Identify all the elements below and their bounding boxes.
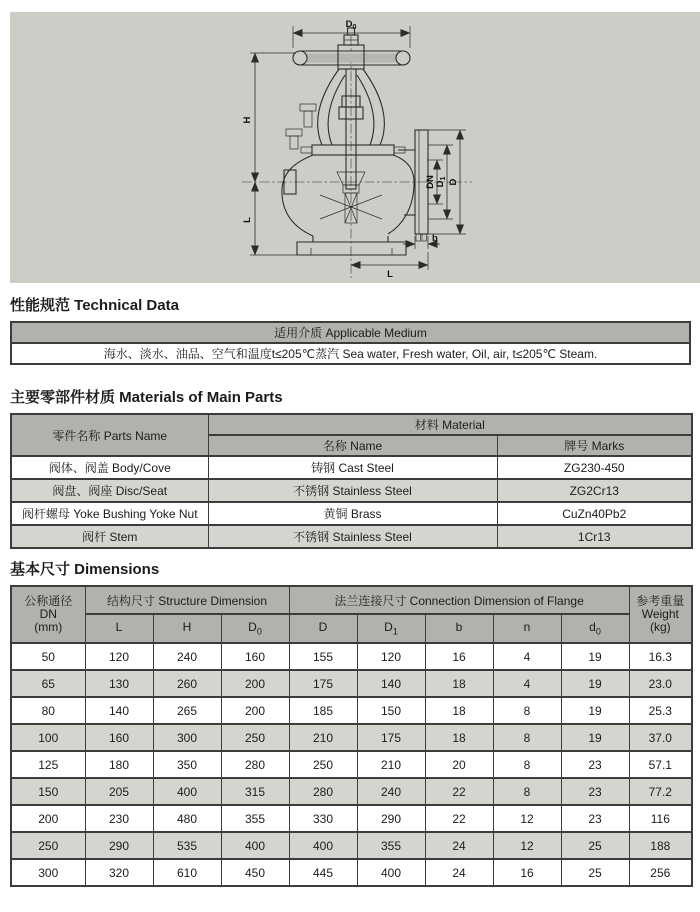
dim-cell: 12 [493,805,561,832]
dim-cell: 19 [561,670,629,697]
materials-header-parts-name: 零件名称 Parts Name [11,414,208,456]
materials-header-marks: 牌号 Marks [497,435,692,456]
dim-cell: 24 [425,832,493,859]
dim-cell: 37.0 [629,724,692,751]
table-row [11,778,692,805]
dim-cell: 100 [11,724,85,751]
dim-header-weight-cn: 参考重量 [636,594,685,608]
dim-cell: 250 [221,724,289,751]
dim-cell: 290 [85,832,153,859]
table-row [11,414,692,435]
dim-cell: 16 [425,643,493,670]
applicable-medium-header: 适用介质 Applicable Medium [11,322,690,343]
dim-cell: 140 [357,670,425,697]
dim-cell: 8 [493,778,561,805]
dim-cell: 116 [629,805,692,832]
dim-cell: 155 [289,643,357,670]
technical-data-table [10,321,691,365]
dim-header-dn [11,586,85,643]
dim-header-weight [629,586,692,643]
dim-cell: 185 [289,697,357,724]
dim-cell: 8 [493,751,561,778]
valve-technical-drawing [10,12,700,283]
dim-header-dn-cn: 公称通径 [24,594,73,608]
dim-header-flange-group: 法兰连接尺寸 Connection Dimension of Flange [289,586,629,614]
dim-cell: 18 [425,697,493,724]
materials-cell: 阀体、阀盖 Body/Cove [11,456,208,479]
handwheel [293,28,410,69]
materials-cell: 不锈钢 Stainless Steel [208,525,497,548]
materials-header-material-group: 材料 Material [208,414,692,435]
table-row [11,586,692,614]
dim-cell: 130 [85,670,153,697]
dim-cell: 150 [11,778,85,805]
dim-label-d1: $D_1$ [435,176,447,188]
dim-col-header: $D_0$ [221,614,289,643]
dim-cell: 210 [289,724,357,751]
dim-label-l-left: L [242,217,253,223]
dim-cell: 150 [357,697,425,724]
dim-cell: 25.3 [629,697,692,724]
dim-cell: 24 [425,859,493,886]
dim-cell: 23 [561,805,629,832]
dim-cell: 200 [11,805,85,832]
dim-cell: 256 [629,859,692,886]
materials-cell: 阀杆 Stem [11,525,208,548]
dim-label-dn: DN [425,175,436,189]
drawing-panel [10,12,700,283]
dim-l-bottom [351,252,428,280]
table-row [11,724,692,751]
dim-header-weight-unit: (kg) [649,620,671,634]
dim-cell: 210 [357,751,425,778]
dim-cell: 330 [289,805,357,832]
materials-cell: 1Cr13 [497,525,692,548]
dim-cell: 160 [221,643,289,670]
dim-header-dn-unit: (mm) [34,620,63,634]
bonnet-bolts [286,104,316,149]
dim-header-weight-en: Weight [641,607,679,621]
dim-cell: 4 [493,643,561,670]
dim-cell: 120 [85,643,153,670]
dim-cell: 230 [85,805,153,832]
dim-flange [425,130,466,234]
table-row [11,479,692,502]
dim-cell: 16.3 [629,643,692,670]
materials-cell: 黄铜 Brass [208,502,497,525]
dim-cell: 125 [11,751,85,778]
dim-col-header: $d_0$ [561,614,629,643]
dim-label-d0: $D_0$ [345,19,357,31]
dim-cell: 610 [153,859,221,886]
table-row [11,322,690,343]
dim-cell: 355 [221,805,289,832]
dim-cell: 300 [153,724,221,751]
bonnet-flange [301,145,405,155]
dim-cell: 300 [11,859,85,886]
applicable-medium-value: 海水、淡水、油品、空气和温度t≤205℃蒸汽 Sea water, Fresh water, Oil, air, t≤205℃ Steam. [11,343,690,364]
dim-cell: 240 [357,778,425,805]
table-row [11,751,692,778]
dim-header-structure-group: 结构尺寸 Structure Dimension [85,586,289,614]
dim-cell: 188 [629,832,692,859]
materials-cell: 阀盘、阀座 Disc/Seat [11,479,208,502]
dim-cell: 535 [153,832,221,859]
dim-cell: 77.2 [629,778,692,805]
dim-header-dn-en: DN [39,607,57,621]
technical-data-title: 性能规范 Technical Data [10,297,179,314]
dim-col-header: b [425,614,493,643]
dim-cell: 8 [493,697,561,724]
materials-cell: CuZn40Pb2 [497,502,692,525]
dim-cell: 250 [289,751,357,778]
table-row [11,643,692,670]
materials-table [10,413,693,549]
dim-cell: 8 [493,724,561,751]
dim-cell: 400 [153,778,221,805]
dim-col-header: n [493,614,561,643]
dim-cell: 50 [11,643,85,670]
dim-cell: 260 [153,670,221,697]
dim-cell: 19 [561,697,629,724]
dim-b [403,233,440,249]
dim-cell: 265 [153,697,221,724]
dim-cell: 65 [11,670,85,697]
dim-cell: 22 [425,778,493,805]
materials-cell: ZG230-450 [497,456,692,479]
dim-cell: 23.0 [629,670,692,697]
table-row [11,456,692,479]
dim-d0 [293,19,410,48]
materials-cell: 不锈钢 Stainless Steel [208,479,497,502]
dim-cell: 280 [289,778,357,805]
dim-col-header: L [85,614,153,643]
dim-col-header: $D_1$ [357,614,425,643]
dim-cell: 57.1 [629,751,692,778]
table-row [11,525,692,548]
materials-cell: 铸钢 Cast Steel [208,456,497,479]
dimensions-title: 基本尺寸 Dimensions [10,561,160,578]
base-flange [297,236,406,255]
dim-cell: 23 [561,751,629,778]
dim-col-header: D [289,614,357,643]
dim-cell: 240 [153,643,221,670]
table-row [11,670,692,697]
dim-cell: 22 [425,805,493,832]
dim-cell: 19 [561,643,629,670]
dim-cell: 4 [493,670,561,697]
dim-cell: 23 [561,778,629,805]
dim-cell: 18 [425,724,493,751]
dim-cell: 290 [357,805,425,832]
dimensions-table [10,585,693,887]
dim-cell: 180 [85,751,153,778]
dim-cell: 200 [221,697,289,724]
dim-cell: 18 [425,670,493,697]
dim-label-h: H [242,116,253,124]
dim-cell: 160 [85,724,153,751]
dim-col-header: H [153,614,221,643]
dim-cell: 120 [357,643,425,670]
dim-cell: 400 [289,832,357,859]
table-row [11,697,692,724]
dim-label-l-bottom: L [387,269,393,280]
materials-cell: 阀杆螺母 Yoke Bushing Yoke Nut [11,502,208,525]
dim-cell: 205 [85,778,153,805]
dim-cell: 140 [85,697,153,724]
dim-cell: 16 [493,859,561,886]
dim-cell: 19 [561,724,629,751]
dim-cell: 200 [221,670,289,697]
dim-cell: 400 [357,859,425,886]
dim-h-l [242,53,300,255]
table-row [11,343,690,364]
dim-cell: 355 [357,832,425,859]
dim-label-b: b [432,233,438,244]
dim-cell: 175 [289,670,357,697]
dim-cell: 80 [11,697,85,724]
table-row [11,859,692,886]
dim-cell: 450 [221,859,289,886]
dim-cell: 20 [425,751,493,778]
table-row [11,805,692,832]
dim-cell: 445 [289,859,357,886]
dim-cell: 280 [221,751,289,778]
table-row [11,614,692,643]
dim-cell: 315 [221,778,289,805]
materials-title: 主要零部件材质 Materials of Main Parts [10,389,283,406]
dim-cell: 320 [85,859,153,886]
materials-cell: ZG2Cr13 [497,479,692,502]
dim-cell: 350 [153,751,221,778]
dim-cell: 25 [561,832,629,859]
table-row [11,502,692,525]
table-row [11,832,692,859]
dim-label-d: D [448,178,459,186]
dim-cell: 25 [561,859,629,886]
dim-cell: 250 [11,832,85,859]
dim-cell: 480 [153,805,221,832]
dim-cell: 400 [221,832,289,859]
dim-cell: 12 [493,832,561,859]
dim-cell: 175 [357,724,425,751]
materials-header-name: 名称 Name [208,435,497,456]
